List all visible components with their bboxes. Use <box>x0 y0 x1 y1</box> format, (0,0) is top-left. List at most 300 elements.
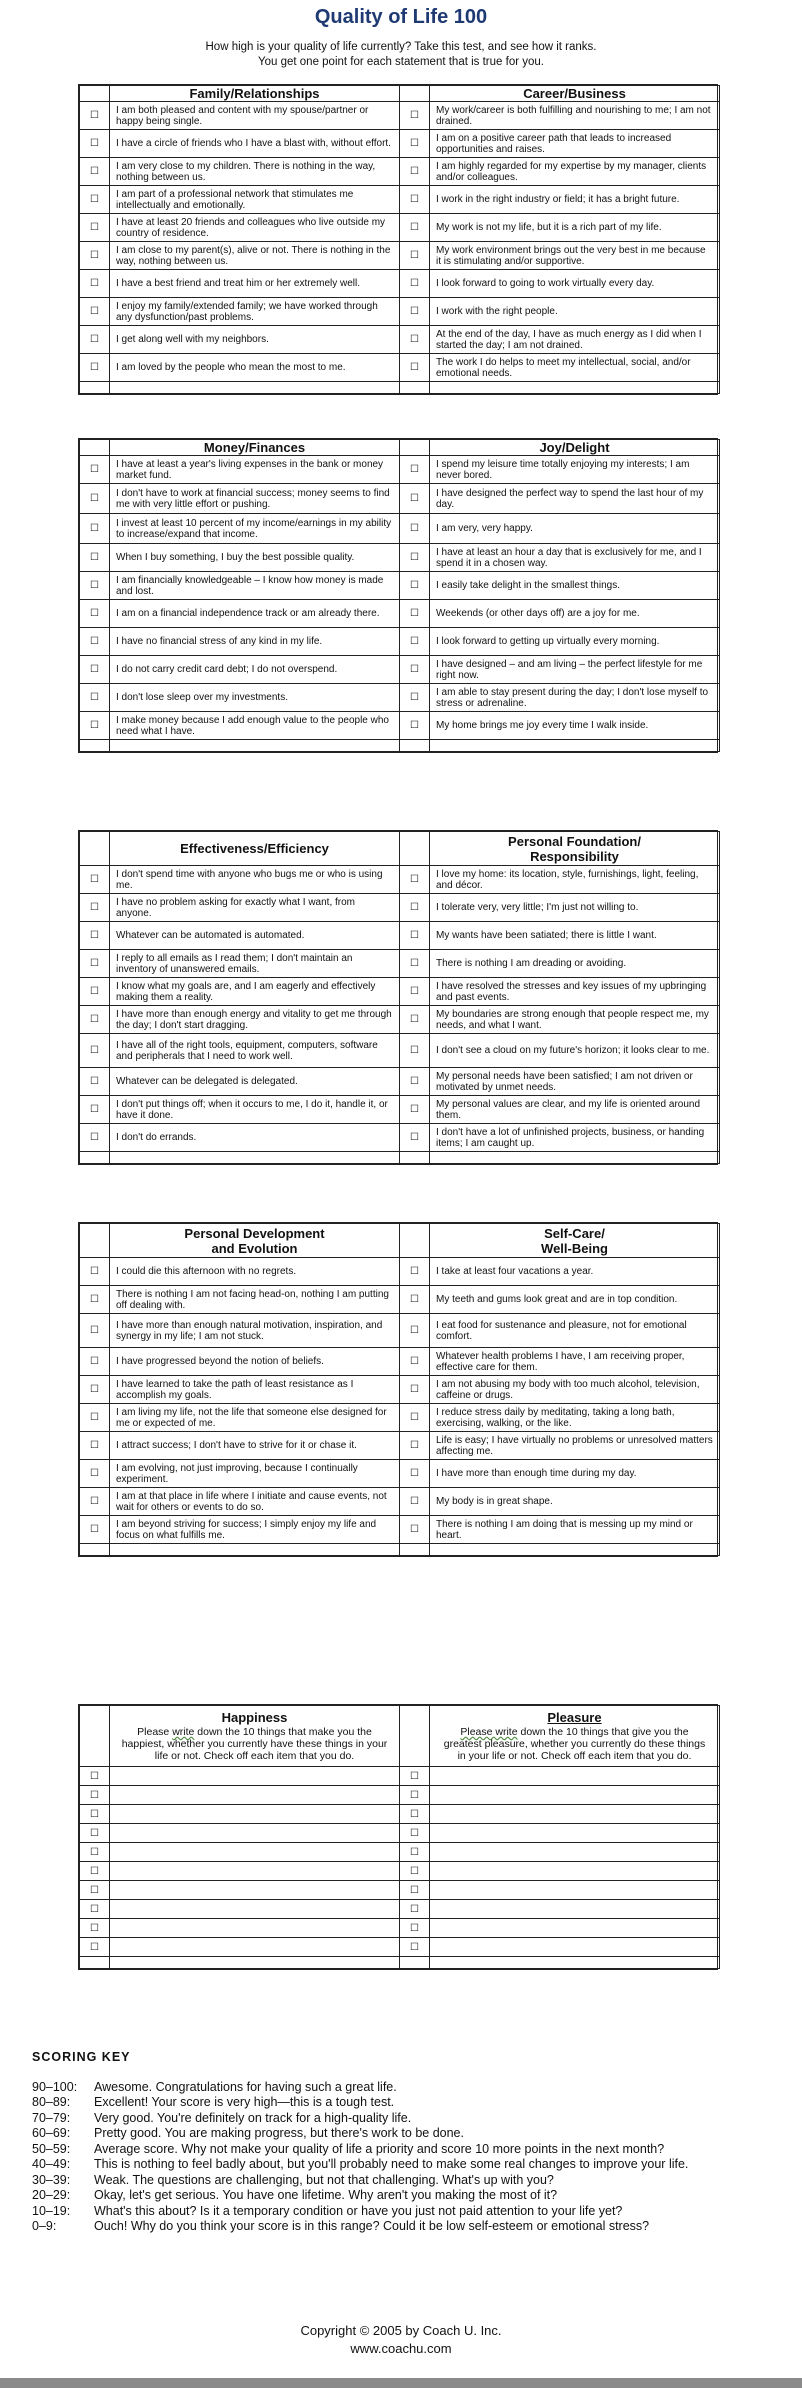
statement-text: I don't do errands. <box>110 1124 400 1152</box>
checkbox[interactable]: ☐ <box>80 544 110 572</box>
checklist-row <box>80 1096 720 1124</box>
bottom-bar <box>0 2378 802 2388</box>
happiness-title: Happiness <box>221 1710 288 1725</box>
checklist-row <box>80 978 720 1006</box>
pleasure-entry-field[interactable] <box>430 1862 720 1881</box>
checkbox[interactable]: ☐ <box>400 1862 430 1881</box>
checkbox[interactable]: ☐ <box>400 1376 430 1404</box>
score-description: Average score. Why not make your quality of life a priority and score 10 more points in the next month? <box>94 2141 665 2156</box>
score-range-row <box>32 2157 792 2173</box>
checkbox[interactable]: ☐ <box>400 242 430 270</box>
checklist-row <box>80 572 720 600</box>
statement-text: I have resolved the stresses and key issues of my upbringing and past events. <box>430 978 720 1006</box>
happiness-entry-field[interactable] <box>110 1786 400 1805</box>
statement-text: I am loved by the people who mean the most to me. <box>110 354 400 382</box>
checkbox[interactable]: ☐ <box>400 298 430 326</box>
score-range-row <box>32 2111 792 2127</box>
checkbox[interactable]: ☐ <box>80 1432 110 1460</box>
statement-text: Whatever health problems I have, I am receiving proper, effective care for them. <box>430 1348 720 1376</box>
statement-text: I am able to stay present during the day; I don't lose myself to stress or adrenaline. <box>430 684 720 712</box>
statement-text: I easily take delight in the smallest things. <box>430 572 720 600</box>
checkbox[interactable]: ☐ <box>400 514 430 544</box>
checklist-row <box>80 1258 720 1286</box>
statement-text: I am on a positive career path that leads to increased opportunities and raises. <box>430 130 720 158</box>
statement-text: I have no financial stress of any kind in my life. <box>110 628 400 656</box>
checklist-row <box>80 1404 720 1432</box>
score-description: What's this about? Is it a temporary condition or have you just not paid attention to your life yet? <box>94 2203 623 2218</box>
statement-text: I am at that place in life where I initiate and cause events, not wait for others or events to do so. <box>110 1488 400 1516</box>
statement-text: I don't put things off; when it occurs to me, I do it, handle it, or have it done. <box>110 1096 400 1124</box>
statement-text: I work in the right industry or field; it has a bright future. <box>430 186 720 214</box>
statement-text: I am not abusing my body with too much alcohol, television, caffeine or drugs. <box>430 1376 720 1404</box>
checkbox[interactable]: ☐ <box>400 484 430 514</box>
pleasure-entry-field[interactable] <box>430 1824 720 1843</box>
section-header <box>80 832 720 866</box>
checkbox[interactable]: ☐ <box>80 1034 110 1068</box>
checkbox[interactable]: ☐ <box>80 950 110 978</box>
checkbox[interactable]: ☐ <box>400 1068 430 1096</box>
checkbox[interactable]: ☐ <box>400 1900 430 1919</box>
checkbox[interactable]: ☐ <box>80 1516 110 1544</box>
checkbox[interactable]: ☐ <box>400 1919 430 1938</box>
checkbox[interactable]: ☐ <box>80 1124 110 1152</box>
happiness-entry-field[interactable] <box>110 1767 400 1786</box>
checkbox[interactable]: ☐ <box>400 1843 430 1862</box>
statement-text: I don't have a lot of unfinished projects, business, or handing items; I am caught up. <box>430 1124 720 1152</box>
checkbox[interactable]: ☐ <box>400 102 430 130</box>
score-description: Excellent! Your score is very high—this is a tough test. <box>94 2095 395 2109</box>
statement-text: My boundaries are strong enough that people respect me, my needs, and what I want. <box>430 1006 720 1034</box>
statement-text: I have more than enough natural motivation, inspiration, and synergy in my life; I am not stuck. <box>110 1314 400 1348</box>
statement-text: I have at least an hour a day that is exclusively for me, and I spend it in a chosen way. <box>430 544 720 572</box>
checklist-table <box>79 831 720 1164</box>
checklist-row <box>80 922 720 950</box>
statement-text: I tolerate very, very little; I'm just not willing to. <box>430 894 720 922</box>
statement-text: I have more than enough energy and vitality to get me through the day; I don't start dragging. <box>110 1006 400 1034</box>
checklist-row <box>80 186 720 214</box>
score-range-row <box>32 2188 792 2204</box>
checkbox[interactable]: ☐ <box>80 1843 110 1862</box>
checklist-row <box>80 298 720 326</box>
checkbox[interactable]: ☐ <box>400 978 430 1006</box>
checkbox[interactable]: ☐ <box>80 1258 110 1286</box>
checkbox[interactable]: ☐ <box>400 214 430 242</box>
score-range: 0–9: <box>32 2219 57 2233</box>
checklist-row <box>80 1314 720 1348</box>
checkbox[interactable]: ☐ <box>80 1900 110 1919</box>
happiness-entry-field[interactable] <box>110 1805 400 1824</box>
score-range: 10–19: <box>32 2203 71 2218</box>
happiness-entry-field[interactable] <box>110 1824 400 1843</box>
checkbox[interactable]: ☐ <box>80 158 110 186</box>
checklist-row <box>80 1516 720 1544</box>
statement-text: I enjoy my family/extended family; we have worked through any dysfunction/past problems. <box>110 298 400 326</box>
checkbox[interactable]: ☐ <box>400 600 430 628</box>
checklist-row <box>80 270 720 298</box>
intro-line: You get one point for each statement that is true for you. <box>258 56 544 68</box>
statement-text: Life is easy; I have virtually no problems or unresolved matters affecting me. <box>430 1432 720 1460</box>
statement-text: I don't have to work at financial success; money seems to find me with very little effort or pushing. <box>110 484 400 514</box>
checkbox[interactable]: ☐ <box>80 1314 110 1348</box>
right-category-title: Joy/Delight <box>430 440 720 456</box>
statement-text: I am part of a professional network that stimulates me intellectually and emotionally. <box>110 186 400 214</box>
checklist-row <box>80 1006 720 1034</box>
statement-text: I have more than enough time during my day. <box>430 1460 720 1488</box>
website-link[interactable]: www.coachu.com <box>350 2341 452 2356</box>
statement-text: I have designed – and am living – the perfect lifestyle for me right now. <box>430 656 720 684</box>
statement-text: My body is in great shape. <box>430 1488 720 1516</box>
checkbox[interactable]: ☐ <box>80 866 110 894</box>
happiness-entry-field[interactable] <box>110 1862 400 1881</box>
checkbox[interactable]: ☐ <box>400 158 430 186</box>
checkbox[interactable]: ☐ <box>400 1460 430 1488</box>
statement-text: I invest at least 10 percent of my income/earnings in my ability to increase/expand that income. <box>110 514 400 544</box>
score-description: Okay, let's get serious. You have one lifetime. Why aren't you making the most of it? <box>94 2188 558 2202</box>
section-header <box>80 1706 720 1767</box>
statement-text: I work with the right people. <box>430 298 720 326</box>
checklist-table <box>79 439 720 752</box>
score-description: Awesome. Congratulations for having such a great life. <box>94 2079 397 2094</box>
statement-text: When I buy something, I buy the best possible quality. <box>110 544 400 572</box>
checklist-row <box>80 600 720 628</box>
checkbox[interactable]: ☐ <box>80 1376 110 1404</box>
checkbox[interactable]: ☐ <box>80 712 110 740</box>
checkbox[interactable]: ☐ <box>400 894 430 922</box>
statement-text: I know what my goals are, and I am eagerly and effectively making them a reality. <box>110 978 400 1006</box>
checklist-row <box>80 712 720 740</box>
statement-text: I am highly regarded for my expertise by my manager, clients and/or colleagues. <box>430 158 720 186</box>
checklist-row <box>80 866 720 894</box>
checkbox[interactable]: ☐ <box>80 456 110 484</box>
score-range: 40–49: <box>32 2157 71 2171</box>
statement-text: I have learned to take the path of least resistance as I accomplish my goals. <box>110 1376 400 1404</box>
statement-text: There is nothing I am not facing head-on, nothing I am putting off dealing with. <box>110 1286 400 1314</box>
blank-entry-row <box>80 1805 720 1824</box>
pleasure-entry-field[interactable] <box>430 1881 720 1900</box>
pleasure-title: Pleasure <box>547 1710 602 1725</box>
checkbox[interactable]: ☐ <box>80 214 110 242</box>
checkbox[interactable]: ☐ <box>400 1006 430 1034</box>
checkbox[interactable]: ☐ <box>400 1096 430 1124</box>
money-joy-section <box>78 438 718 753</box>
checkbox[interactable]: ☐ <box>400 712 430 740</box>
checkbox[interactable]: ☐ <box>80 1862 110 1881</box>
pleasure-entry-field[interactable] <box>430 1805 720 1824</box>
checkbox[interactable]: ☐ <box>80 656 110 684</box>
checkbox[interactable]: ☐ <box>80 894 110 922</box>
score-description: Very good. You're definitely on track for a high-quality life. <box>94 2110 412 2125</box>
checkbox[interactable]: ☐ <box>80 1786 110 1805</box>
checkbox[interactable]: ☐ <box>400 1124 430 1152</box>
checklist-row <box>80 214 720 242</box>
pleasure-entry-field[interactable] <box>430 1919 720 1938</box>
score-description: Ouch! Why do you think your score is in this range? Could it be low self-esteem or emotional stress? <box>94 2219 650 2233</box>
happiness-entry-field[interactable] <box>110 1843 400 1862</box>
checklist-row <box>80 242 720 270</box>
checklist-row <box>80 544 720 572</box>
empty-row <box>80 382 720 394</box>
checkbox[interactable]: ☐ <box>80 186 110 214</box>
left-category-title: Effectiveness/Efficiency <box>110 832 400 866</box>
checklist-row <box>80 1488 720 1516</box>
checkbox[interactable]: ☐ <box>80 1881 110 1900</box>
happiness-entry-field[interactable] <box>110 1919 400 1938</box>
checklist-row <box>80 1460 720 1488</box>
checkbox[interactable]: ☐ <box>400 1516 430 1544</box>
pleasure-entry-field[interactable] <box>430 1938 720 1957</box>
checkbox[interactable]: ☐ <box>400 950 430 978</box>
score-range-row <box>32 2080 792 2096</box>
statement-text: There is nothing I am dreading or avoiding. <box>430 950 720 978</box>
checkbox[interactable]: ☐ <box>80 1919 110 1938</box>
checkbox[interactable]: ☐ <box>400 1805 430 1824</box>
checkbox[interactable]: ☐ <box>80 354 110 382</box>
right-category-title: Career/Business <box>430 86 720 102</box>
checkbox[interactable]: ☐ <box>80 1805 110 1824</box>
scoring-key <box>32 2050 792 2235</box>
empty-row <box>80 740 720 752</box>
score-range: 30–39: <box>32 2172 71 2187</box>
score-range-row <box>32 2219 792 2235</box>
statement-text: I am very close to my children. There is nothing in the way, nothing between us. <box>110 158 400 186</box>
checkbox[interactable]: ☐ <box>80 1404 110 1432</box>
checkbox[interactable]: ☐ <box>400 130 430 158</box>
checkbox[interactable]: ☐ <box>400 1881 430 1900</box>
score-range: 80–89: <box>32 2095 71 2109</box>
checklist-row <box>80 514 720 544</box>
score-range-row <box>32 2095 792 2111</box>
statement-text: I could die this afternoon with no regrets. <box>110 1258 400 1286</box>
statement-text: Whatever can be delegated is delegated. <box>110 1068 400 1096</box>
statement-text: I am evolving, not just improving, because I continually experiment. <box>110 1460 400 1488</box>
statement-text: I reply to all emails as I read them; I don't maintain an inventory of unanswered emails. <box>110 950 400 978</box>
checklist-row <box>80 1124 720 1152</box>
blank-entry-row <box>80 1862 720 1881</box>
pleasure-entry-field[interactable] <box>430 1843 720 1862</box>
checkbox[interactable]: ☐ <box>80 130 110 158</box>
statement-text: I take at least four vacations a year. <box>430 1258 720 1286</box>
statement-text: I am living my life, not the life that someone else designed for me or expected of me. <box>110 1404 400 1432</box>
blank-entry-row <box>80 1881 720 1900</box>
section-header <box>80 440 720 456</box>
statement-text: I attract success; I don't have to strive for it or chase it. <box>110 1432 400 1460</box>
checkbox[interactable]: ☐ <box>400 270 430 298</box>
checkbox[interactable]: ☐ <box>80 1096 110 1124</box>
statement-text: I am both pleased and content with my spouse/partner or happy being single. <box>110 102 400 130</box>
checkbox[interactable]: ☐ <box>400 628 430 656</box>
statement-text: My personal values are clear, and my life is oriented around them. <box>430 1096 720 1124</box>
checkbox[interactable]: ☐ <box>80 684 110 712</box>
statement-text: I have all of the right tools, equipment, computers, software and peripherals that I need to work well. <box>110 1034 400 1068</box>
checkbox[interactable]: ☐ <box>400 1258 430 1286</box>
checklist-row <box>80 102 720 130</box>
statement-text: I reduce stress daily by meditating, taking a long bath, exercising, walking, or the like. <box>430 1404 720 1432</box>
statement-text: I eat food for sustenance and pleasure, not for emotional comfort. <box>430 1314 720 1348</box>
checkbox[interactable]: ☐ <box>80 1460 110 1488</box>
statement-text: The work I do helps to meet my intellectual, social, and/or emotional needs. <box>430 354 720 382</box>
checklist-row <box>80 684 720 712</box>
footer <box>0 2322 802 2358</box>
checklist-table <box>79 85 720 394</box>
checklist-row <box>80 1348 720 1376</box>
checklist-row <box>80 1432 720 1460</box>
checklist-row <box>80 158 720 186</box>
checkbox[interactable]: ☐ <box>80 1006 110 1034</box>
statement-text: I love my home: its location, style, furnishings, light, feeling, and décor. <box>430 866 720 894</box>
checklist-row <box>80 354 720 382</box>
score-range-row <box>32 2142 792 2158</box>
section-header <box>80 1224 720 1258</box>
blank-entry-row <box>80 1919 720 1938</box>
checkbox[interactable]: ☐ <box>80 1767 110 1786</box>
checkbox[interactable]: ☐ <box>80 1488 110 1516</box>
score-range-row <box>32 2173 792 2189</box>
checkbox[interactable]: ☐ <box>400 1034 430 1068</box>
intro-text <box>0 40 802 70</box>
statement-text: My wants have been satiated; there is little I want. <box>430 922 720 950</box>
checklist-row <box>80 894 720 922</box>
scoring-key-list <box>32 2080 792 2235</box>
checkbox[interactable]: ☐ <box>400 1432 430 1460</box>
checkbox[interactable]: ☐ <box>80 514 110 544</box>
happiness-pleasure-section <box>78 1704 718 1970</box>
intro-line: How high is your quality of life currently? Take this test, and see how it ranks. <box>205 41 597 53</box>
empty-row <box>80 1152 720 1164</box>
statement-text: I look forward to going to work virtually every day. <box>430 270 720 298</box>
checkbox[interactable]: ☐ <box>400 1488 430 1516</box>
statement-text: I am close to my parent(s), alive or not. There is nothing in the way, nothing between us. <box>110 242 400 270</box>
checkbox[interactable]: ☐ <box>80 298 110 326</box>
family-career-section <box>78 84 718 395</box>
statement-text: Weekends (or other days off) are a joy for me. <box>430 600 720 628</box>
checkbox[interactable]: ☐ <box>80 102 110 130</box>
checkbox[interactable]: ☐ <box>80 326 110 354</box>
effectiveness-foundation-section <box>78 830 718 1165</box>
checklist-row <box>80 1034 720 1068</box>
happiness-entry-field[interactable] <box>110 1938 400 1957</box>
checkbox[interactable]: ☐ <box>400 1404 430 1432</box>
checklist-table <box>79 1223 720 1556</box>
checkbox[interactable]: ☐ <box>400 656 430 684</box>
checkbox[interactable]: ☐ <box>80 1286 110 1314</box>
right-category-title: Self-Care/ Well-Being <box>430 1224 720 1258</box>
pleasure-header: Pleasure Please write down the 10 things that give you the greatest pleasure, whether you currently do these things in your life or not. Check off each item that you do. <box>430 1706 720 1767</box>
statement-text: My work is not my life, but it is a rich part of my life. <box>430 214 720 242</box>
checkbox[interactable]: ☐ <box>80 978 110 1006</box>
left-category-title: Family/Relationships <box>110 86 400 102</box>
checkbox[interactable]: ☐ <box>80 1068 110 1096</box>
checkbox[interactable]: ☐ <box>400 922 430 950</box>
empty-row <box>80 1957 720 1969</box>
section-header <box>80 86 720 102</box>
statement-text: I have a best friend and treat him or her extremely well. <box>110 270 400 298</box>
checklist-row <box>80 1286 720 1314</box>
statement-text: I get along well with my neighbors. <box>110 326 400 354</box>
statement-text: I don't see a cloud on my future's horizon; it looks clear to me. <box>430 1034 720 1068</box>
checkbox[interactable]: ☐ <box>400 1348 430 1376</box>
checkbox[interactable]: ☐ <box>80 1938 110 1957</box>
statement-text: I look forward to getting up virtually every morning. <box>430 628 720 656</box>
checkbox[interactable]: ☐ <box>80 628 110 656</box>
statement-text: I don't spend time with anyone who bugs me or who is using me. <box>110 866 400 894</box>
checkbox[interactable]: ☐ <box>80 600 110 628</box>
left-category-title: Money/Finances <box>110 440 400 456</box>
statement-text: I have no problem asking for exactly what I want, from anyone. <box>110 894 400 922</box>
copyright-text: Copyright © 2005 by Coach U. Inc. <box>300 2323 502 2338</box>
checklist-row <box>80 1376 720 1404</box>
statement-text: I have a circle of friends who I have a blast with, without effort. <box>110 130 400 158</box>
checkbox[interactable]: ☐ <box>400 572 430 600</box>
checkbox[interactable]: ☐ <box>80 270 110 298</box>
checkbox[interactable]: ☐ <box>80 1348 110 1376</box>
checkbox[interactable]: ☐ <box>80 572 110 600</box>
checkbox[interactable]: ☐ <box>400 1767 430 1786</box>
checkbox[interactable]: ☐ <box>400 456 430 484</box>
happiness-header: Happiness Please write down the 10 things that make you the happiest, whether you currently have these things in your life or not. Check off each item that you do. <box>110 1706 400 1767</box>
blank-entry-row <box>80 1900 720 1919</box>
statement-text: I am financially knowledgeable – I know how money is made and lost. <box>110 572 400 600</box>
checklist-row <box>80 656 720 684</box>
left-category-title: Personal Development and Evolution <box>110 1224 400 1258</box>
blank-entry-row <box>80 1786 720 1805</box>
score-description: Pretty good. You are making progress, but there's work to be done. <box>94 2126 464 2140</box>
checkbox[interactable]: ☐ <box>400 354 430 382</box>
checkbox[interactable]: ☐ <box>400 186 430 214</box>
page-title: Quality of Life 100 <box>314 6 488 28</box>
checkbox[interactable]: ☐ <box>80 484 110 514</box>
checklist-row <box>80 484 720 514</box>
checkbox[interactable]: ☐ <box>400 866 430 894</box>
checkbox[interactable]: ☐ <box>400 684 430 712</box>
score-range: 50–59: <box>32 2141 71 2156</box>
statement-text: I don't lose sleep over my investments. <box>110 684 400 712</box>
happiness-entry-field[interactable] <box>110 1900 400 1919</box>
statement-text: My home brings me joy every time I walk inside. <box>430 712 720 740</box>
checkbox[interactable]: ☐ <box>80 1824 110 1843</box>
statement-text: My personal needs have been satisfied; I am not driven or motivated by unmet needs. <box>430 1068 720 1096</box>
checkbox[interactable]: ☐ <box>400 1286 430 1314</box>
statement-text: My work/career is both fulfilling and nourishing to me; I am not drained. <box>430 102 720 130</box>
checkbox[interactable]: ☐ <box>400 544 430 572</box>
pleasure-entry-field[interactable] <box>430 1767 720 1786</box>
statement-text: I spend my leisure time totally enjoying my interests; I am never bored. <box>430 456 720 484</box>
statement-text: My work environment brings out the very best in me because it is stimulating and/or supportive. <box>430 242 720 270</box>
statement-text: I have designed the perfect way to spend the last hour of my day. <box>430 484 720 514</box>
blank-entry-row <box>80 1767 720 1786</box>
pleasure-entry-field[interactable] <box>430 1900 720 1919</box>
empty-row <box>80 1544 720 1556</box>
checkbox[interactable]: ☐ <box>400 1786 430 1805</box>
checklist-row <box>80 628 720 656</box>
score-range: 20–29: <box>32 2188 71 2202</box>
happiness-entry-field[interactable] <box>110 1881 400 1900</box>
statement-text: I have at least 20 friends and colleagues who live outside my country of residence. <box>110 214 400 242</box>
checkbox[interactable]: ☐ <box>80 242 110 270</box>
checklist-row <box>80 950 720 978</box>
blank-entry-row <box>80 1824 720 1843</box>
score-range: 90–100: <box>32 2079 78 2094</box>
score-range-row <box>32 2204 792 2220</box>
statement-text: I am very, very happy. <box>430 514 720 544</box>
pleasure-entry-field[interactable] <box>430 1786 720 1805</box>
checkbox[interactable]: ☐ <box>400 326 430 354</box>
statement-text: I do not carry credit card debt; I do not overspend. <box>110 656 400 684</box>
checkbox[interactable]: ☐ <box>80 922 110 950</box>
checkbox[interactable]: ☐ <box>400 1824 430 1843</box>
checkbox[interactable]: ☐ <box>400 1314 430 1348</box>
score-description: This is nothing to feel badly about, but you'll probably need to make some real changes to improve your life. <box>94 2157 689 2171</box>
checkbox[interactable]: ☐ <box>400 1938 430 1957</box>
